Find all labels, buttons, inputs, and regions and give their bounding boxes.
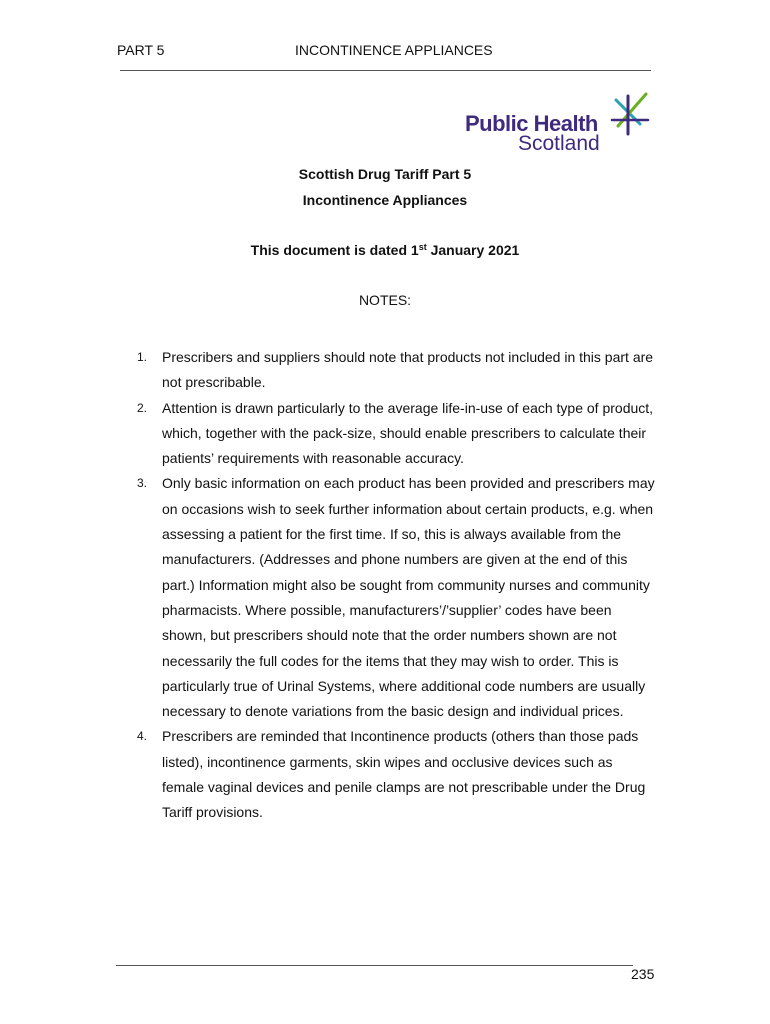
list-item-number: 3. — [137, 476, 148, 491]
list-item-text: Prescribers and suppliers should note that products not included in this part are not prescribable. — [162, 349, 654, 391]
logo-text-line2: Scotland — [518, 132, 600, 155]
list-item — [137, 471, 657, 724]
star-burst-icon — [606, 92, 650, 136]
date-prefix: This document is dated 1 — [250, 242, 419, 258]
list-item-text: Prescribers are reminded that Incontinence products (others than those pads listed), incontinence garments, skin wipes and occlusive devices such as female vaginal devices and penile clamps are not prescribable under the Drug Tariff provisions. — [162, 728, 646, 821]
list-item — [137, 396, 657, 472]
notes-list — [137, 345, 657, 826]
list-item-text: Only basic information on each product has been provided and prescribers may on occasions wish to seek further information about certain products, e.g. when assessing a patient for the first time. If so, this is always available from the manufacturers. (Addresses and phone numbers are given at the end of this part.) Information might also be sought from community nurses and community pharmacists. Where possible, manufacturers’/’supplier’ codes have been shown, but prescribers should note that the order numbers shown are not necessarily the full codes for the items that they may wish to order. This is particularly true of Urinal Systems, where additional code numbers are usually necessary to denote variations from the basic design and individual prices. — [162, 475, 655, 720]
document-subtitle: Incontinence Appliances — [302, 192, 468, 208]
footer-divider — [116, 965, 633, 966]
list-item-number: 2. — [137, 400, 148, 415]
list-item — [137, 724, 657, 825]
date-suffix: January 2021 — [426, 242, 520, 258]
list-item-number: 1. — [137, 350, 148, 364]
public-health-scotland-logo — [462, 92, 652, 158]
list-item-text: Attention is drawn particularly to the average life-in-use of each type of product, which, together with the pack-size, should enable prescribers to calculate their patients’ requirements with reasonable accuracy. — [162, 399, 654, 467]
logo-text-line1: Public Health — [465, 111, 598, 136]
header-divider — [120, 70, 651, 71]
document-title: Scottish Drug Tariff Part 5 — [298, 166, 472, 182]
document-date — [0, 242, 770, 258]
date-ordinal-suffix: st — [418, 242, 427, 252]
list-item — [137, 345, 657, 396]
notes-heading: NOTES: — [358, 292, 412, 308]
header-part-label: PART 5 — [117, 42, 165, 58]
header-section-title: INCONTINENCE APPLIANCES — [295, 42, 493, 58]
list-item-number: 4. — [137, 729, 148, 744]
page-number: 235 — [631, 966, 655, 982]
